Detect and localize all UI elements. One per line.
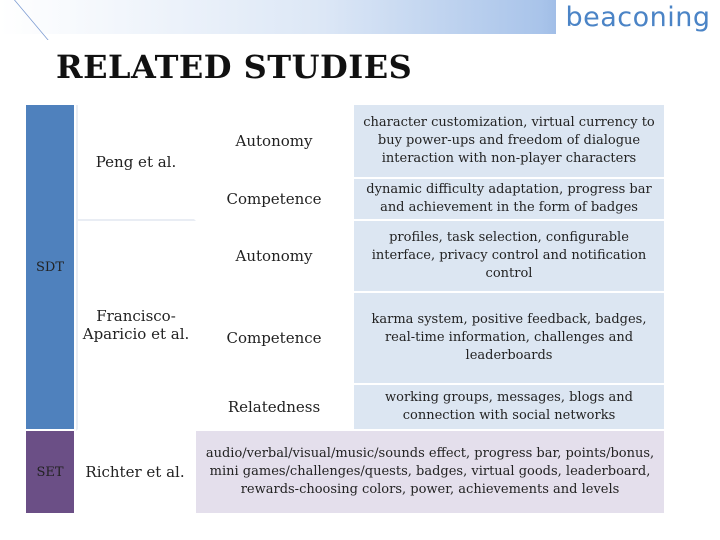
author-cell-peng <box>76 105 196 221</box>
studies-table-wrap <box>26 105 666 515</box>
desc-text: profiles, task selection, configurable interface, privacy control and notification control <box>371 230 647 281</box>
theory-label-set: SET <box>36 464 64 480</box>
desc-cell-set <box>196 431 666 515</box>
need-cell <box>196 293 354 385</box>
need-cell <box>196 179 354 221</box>
logo-text: beaconing <box>565 1 711 33</box>
desc-text: character customization, virtual currency to buy power-ups and freedom of dialogue interaction with non-player characters <box>363 115 655 166</box>
need-label: Relatedness <box>227 398 321 416</box>
need-cell <box>196 105 354 179</box>
desc-text-set: audio/verbal/visual/music/sounds effect, progress bar, points/bonus, mini games/challenges/quests, badges, virtual goods, leaderboard, rewards-choosing colors, power, achievements and levels <box>205 446 655 497</box>
need-label: Autonomy <box>235 247 313 265</box>
author-cell-richter <box>76 431 196 515</box>
desc-text: karma system, positive feedback, badges, real-time information, challenges and leaderboards <box>371 312 647 363</box>
need-label: Competence <box>226 329 322 347</box>
desc-cell <box>354 221 666 293</box>
header-decor-line <box>0 0 49 40</box>
author-label-richter: Richter et al. <box>85 463 185 481</box>
theory-label-sdt: SDT <box>36 259 64 275</box>
theory-cell-set <box>26 431 76 515</box>
desc-text: working groups, messages, blogs and connection with social networks <box>385 390 633 423</box>
table-row <box>26 431 666 515</box>
need-cell <box>196 221 354 293</box>
need-label: Competence <box>226 190 322 208</box>
desc-cell <box>354 179 666 221</box>
author-label-francisco: Francisco-Aparicio et al. <box>82 307 190 343</box>
desc-cell <box>354 105 666 179</box>
desc-text: dynamic difficulty adaptation, progress bar and achievement in the form of badges <box>366 182 652 215</box>
need-label: Autonomy <box>235 132 313 150</box>
author-label-peng: Peng et al. <box>95 153 177 171</box>
table-row <box>26 105 666 179</box>
logo <box>556 0 720 34</box>
desc-cell <box>354 385 666 431</box>
author-cell-francisco <box>76 221 196 431</box>
theory-cell-sdt <box>26 105 76 431</box>
studies-table <box>26 105 666 515</box>
table-row <box>26 221 666 293</box>
desc-cell <box>354 293 666 385</box>
slide-title: RELATED STUDIES <box>56 48 413 86</box>
need-cell <box>196 385 354 431</box>
